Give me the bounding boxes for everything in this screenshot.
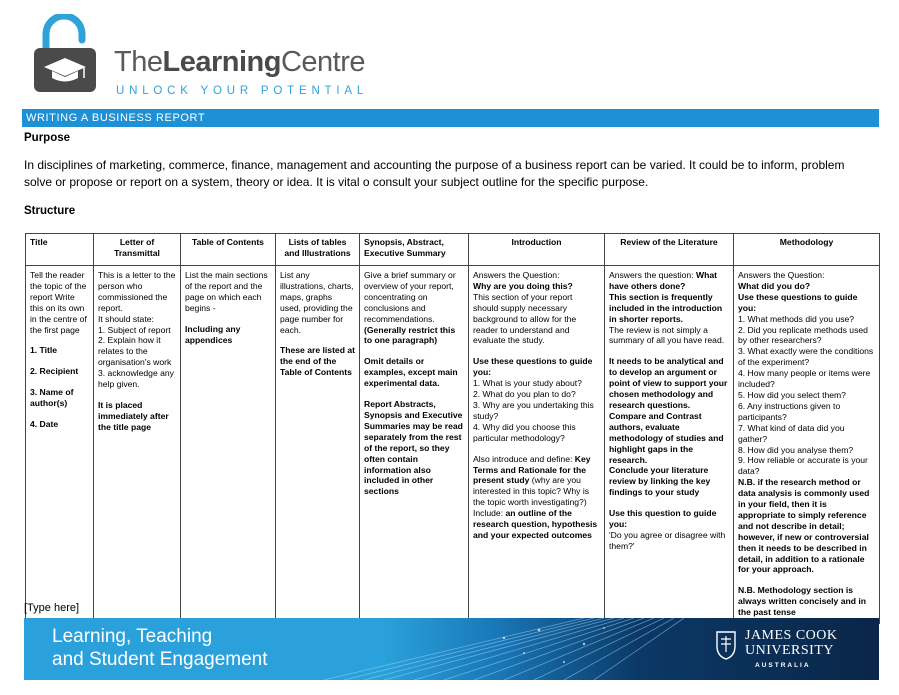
synopsis-p3: Omit details or examples, except main experimental data.	[364, 356, 458, 389]
title-item-1: 1. Title	[30, 345, 58, 356]
letter-p2: It should state:	[98, 313, 154, 324]
intro-p4: Use these questions to guide you:	[473, 356, 593, 378]
report-structure-table	[25, 233, 880, 624]
lists-p2: These are listed at the end of the Table of Contents	[280, 345, 355, 378]
intro-p1: Answers the Question:	[473, 270, 560, 280]
method-q3: 3. What exactly were the conditions of the experiment?	[738, 346, 874, 368]
section-title-bar: WRITING A BUSINESS REPORT	[22, 109, 879, 127]
method-q6: 6. Any instructions given to participants?	[738, 400, 841, 422]
table-header-row	[26, 234, 880, 266]
purpose-text: In disciplines of marketing, commerce, finance, management and accounting the purpose of a business report can be varied. It could be to inform, problem solve or propose or report on a system, theory or idea. It is vital o consult your subject outline for the specific purpose.	[24, 158, 845, 189]
table-row	[26, 266, 880, 624]
review-cell	[605, 266, 734, 624]
intro-p5: 1. What is your study about?	[473, 378, 582, 389]
purpose-heading: Purpose	[24, 132, 71, 144]
introduction-cell	[469, 266, 605, 624]
synopsis-p2: (Generally restrict this to one paragraph)	[364, 324, 456, 346]
title-item-3: 3. Name of author(s)	[30, 387, 74, 409]
methodology-cell	[734, 266, 880, 624]
method-q8: 8. How did you analyse them?	[738, 444, 854, 455]
method-p1: Answers the Question:	[738, 270, 825, 280]
learning-centre-logo	[32, 14, 372, 97]
brand-name: TheLearningCentre	[114, 46, 365, 78]
intro-p3: This section of your report should supply necessary background to allow for the reader to understand and evaluate the study.	[473, 291, 577, 346]
banner-title: Learning, Teaching and Student Engagement	[52, 626, 268, 670]
letter-p1: This is a letter to the person who commissioned the report.	[98, 270, 176, 313]
header-review-of-literature: Review of the Literature	[605, 234, 734, 266]
header-lists-of-tables: Lists of tables and Illustrations	[276, 234, 360, 266]
review-p8: 'Do you agree or disagree with them?'	[609, 529, 726, 551]
letter-p3: 1. Subject of report	[98, 324, 171, 335]
method-q5: 5. How did you select them?	[738, 389, 846, 400]
method-nb2: N.B. Methodology section is always written concisely and in the past tense	[738, 585, 866, 618]
jcu-logo	[715, 626, 865, 672]
header-title: Title	[26, 234, 94, 266]
toc-p1: List the main sections of the report and the page on which each begins -	[185, 270, 268, 313]
title-item-2: 2. Recipient	[30, 366, 79, 377]
intro-p2: Why are you doing this?	[473, 280, 573, 291]
review-p4: It needs to be analytical and to develop an argument or point of view to support your chosen methodology and research questions.	[609, 356, 728, 410]
header-methodology: Methodology	[734, 234, 880, 266]
method-q7: 7. What kind of data did you gather?	[738, 422, 845, 444]
letter-cell	[94, 266, 181, 624]
method-q9: 9. How reliable or accurate is your data?	[738, 455, 868, 477]
synopsis-cell	[360, 266, 469, 624]
intro-p9: Also introduce and define: Key Terms and Rationale for the present study (why are you interested in this topic? Why is the topic worth investigating?)	[473, 453, 591, 508]
header-letter-of-transmittal: Letter of Transmittal	[94, 234, 181, 266]
letter-p6: It is placed immediately after the title page	[98, 399, 169, 432]
method-q2: 2. Did you replicate methods used by other researchers?	[738, 324, 868, 346]
title-item-4: 4. Date	[30, 419, 59, 430]
method-nb1: N.B. if the research method or data analysis is commonly used in your field, then it is appropriate to simply reference and not describe in detail; however, if new or controversial then it needs to be described in detail, in addition to a rationale for your approach.	[738, 477, 870, 575]
brand-tagline: UNLOCK YOUR POTENTIAL	[116, 85, 369, 97]
toc-p2: Including any appendices	[185, 323, 241, 345]
review-p5: Compare and Contrast authors, evaluate methodology of studies and highlight gaps in the research.	[609, 410, 724, 465]
header-introduction: Introduction	[469, 234, 605, 266]
jcu-crest-icon	[715, 630, 737, 660]
structure-heading: Structure	[24, 205, 76, 217]
review-p1: Answers the question: What have others done?	[609, 270, 717, 291]
type-here-placeholder[interactable]: [Type here]	[24, 602, 80, 614]
footer-banner	[24, 618, 879, 680]
letter-p4: 2. Explain how it relates to the organisation's work	[98, 335, 172, 368]
toc-cell	[181, 266, 276, 624]
university-name: JAMES COOK UNIVERSITY	[745, 628, 838, 658]
title-cell	[26, 266, 94, 624]
synopsis-p4: Report Abstracts, Synopsis and Executive Summaries may be read separately from the rest of the report, so they often contain information also included in other sections	[364, 399, 463, 497]
intro-p7: 3. Why are you undertaking this study?	[473, 399, 594, 421]
review-p7: Use this question to guide you:	[609, 508, 717, 530]
method-p3: Use these questions to guide you:	[738, 291, 858, 313]
title-intro: Tell the reader the topic of the report Write this on its own in the centre of the first page	[30, 270, 87, 335]
review-p2: This section is frequently included in the introduction in shorter reports.	[609, 291, 723, 324]
method-p2: What did you do?	[738, 280, 811, 291]
review-p3: The review is not simply a summary of all you have read.	[609, 324, 725, 346]
university-country: AUSTRALIA	[755, 662, 811, 669]
lists-cell	[276, 266, 360, 624]
header-table-of-contents: Table of Contents	[181, 234, 276, 266]
letter-p5: 3. acknowledge any help given.	[98, 368, 174, 390]
intro-p6: 2. What do you plan to do?	[473, 389, 576, 400]
header-synopsis: Synopsis, Abstract, Executive Summary	[360, 234, 469, 266]
method-q1: 1. What methods did you use?	[738, 313, 855, 324]
review-p6: Conclude your literature review by linking the key findings to your study	[609, 465, 711, 498]
intro-p10: Include: an outline of the research question, hypothesis and your expected outcomes	[473, 508, 598, 540]
method-q4: 4. How many people or items were included?	[738, 368, 871, 390]
lists-p1: List any illustrations, charts, maps, graphs used, providing the page number for each.	[280, 270, 354, 335]
synopsis-p1: Give a brief summary or overview of your report, concentrating on conclusions and recommendations.	[364, 270, 456, 324]
padlock-graduation-cap-icon	[32, 14, 98, 94]
intro-p8: 4. Why did you choose this particular methodology?	[473, 421, 576, 443]
